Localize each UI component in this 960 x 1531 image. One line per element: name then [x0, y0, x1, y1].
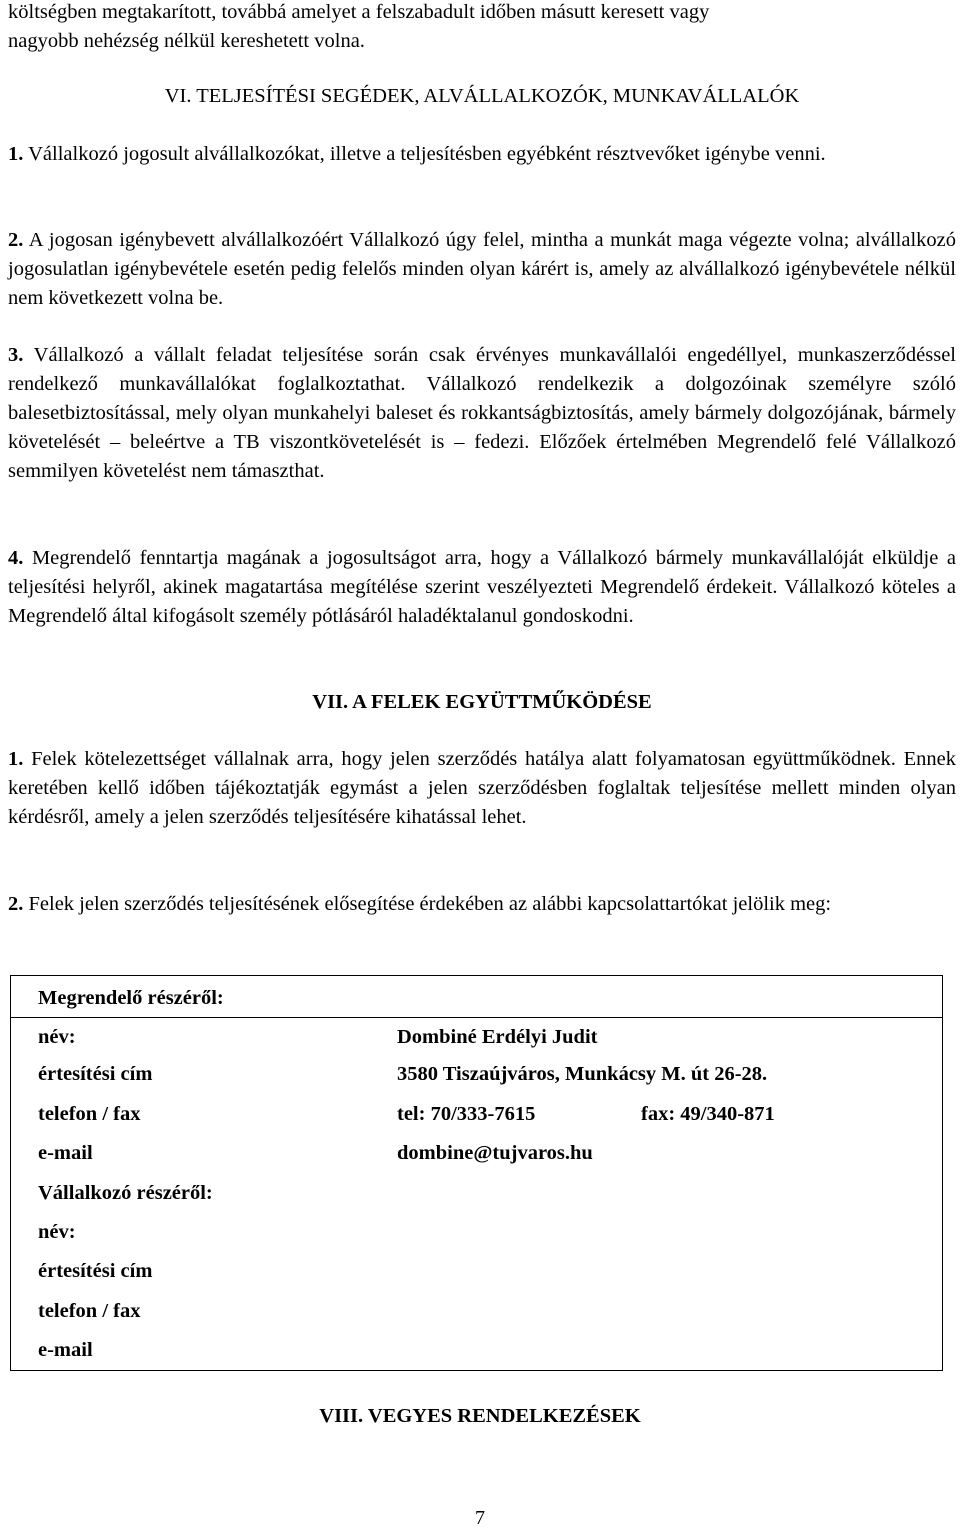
paragraph-text: Vállalkozó a vállalt feladat teljesítése során csak érvényes munkavállalói engedéllyel, munkaszerződéssel rendelkező munkavállalókat foglalkoztathat. Vállalkozó rendelkezik a dolgozóinak személyre szóló balesetbiztosítással, mely olyan munkahelyi baleset és rokkantságbiztosítás, amely bármely dolgozójának, bármely követelését – beleértve a TB viszontkövetelését is – fedezi. Előzőek értelmében Megrendelő felé Vállalkozó semmilyen követelést nem támaszthat. — [8, 344, 956, 482]
client-name-value: Dombiné Erdélyi Judit — [397, 1026, 598, 1048]
section-6-heading-wrap — [8, 82, 956, 111]
intro-paragraph — [8, 0, 956, 56]
client-email-row — [11, 1134, 942, 1172]
contacts-table — [10, 975, 943, 1371]
paragraph-number: 2. — [8, 229, 24, 251]
section-6-paragraph-4 — [8, 544, 956, 631]
paragraph — [8, 140, 956, 169]
client-email-value: dombine@tujvaros.hu — [397, 1142, 593, 1164]
paragraph — [8, 341, 956, 486]
contractor-header: Vállalkozó részéről: — [38, 1182, 213, 1204]
contractor-phone-label: telefon / fax — [38, 1300, 141, 1322]
paragraph-text: A jogosan igénybevett alvállalkozóért Vállalkozó úgy felel, mintha a munkát maga végezte volna; alvállalkozó jogosulatlan igénybevétele esetén pedig felelős minden olyan kárért is, amely az alvállalkozó igénybevétele nélkül nem következett volna be. — [8, 229, 956, 309]
client-phone-row — [11, 1095, 942, 1133]
paragraph-text: Felek jelen szerződés teljesítésének elősegítése érdekében az alábbi kapcsolattartókat jelölik meg: — [23, 893, 832, 915]
section-8-heading: VIII. VEGYES RENDELKEZÉSEK — [319, 1405, 641, 1427]
contractor-email-row — [11, 1331, 942, 1369]
client-address-row — [11, 1055, 942, 1093]
section-7-heading-wrap — [8, 688, 956, 717]
paragraph — [8, 226, 956, 313]
page-number: 7 — [475, 1507, 485, 1529]
paragraph-number: 4. — [8, 547, 24, 569]
client-header: Megrendelő részéről: — [38, 987, 224, 1009]
paragraph-number: 1. — [8, 143, 24, 165]
paragraph — [8, 745, 956, 832]
paragraph — [8, 890, 956, 919]
section-7-paragraph-1 — [8, 745, 956, 832]
contractor-email-label: e-mail — [38, 1339, 93, 1361]
client-tel-value: tel: 70/333-7615 — [397, 1103, 536, 1125]
intro-line-1: költségben megtakarított, továbbá amelyet a felszabadult időben másutt keresett vagy — [8, 1, 710, 23]
paragraph-number: 3. — [8, 344, 24, 366]
contractor-address-row — [11, 1252, 942, 1290]
contractor-header-row — [11, 1174, 942, 1212]
section-8-heading-wrap — [0, 1402, 960, 1431]
section-6-paragraph-3 — [8, 341, 956, 486]
section-7-heading: VII. A FELEK EGYÜTTMŰKÖDÉSE — [312, 691, 652, 713]
paragraph-number: 2. — [8, 893, 24, 915]
contractor-name-label: név: — [38, 1221, 76, 1243]
intro-line-2: nagyobb nehézség nélkül kereshetett volna. — [8, 30, 365, 52]
paragraph-number: 1. — [8, 748, 24, 770]
section-7-paragraph-2 — [8, 890, 956, 919]
paragraph-text: Felek kötelezettséget vállalnak arra, hogy jelen szerződés hatálya alatt folyamatosan együttműködnek. Ennek keretében kellő időben tájékoztatják egymást a jelen szerződésben foglaltak teljesítése mellett minden olyan kérdésről, amely a jelen szerződés teljesítésére kihatással lehet. — [8, 748, 956, 828]
client-address-value: 3580 Tiszaújváros, Munkácsy M. út 26-28. — [397, 1063, 768, 1085]
client-phone-label: telefon / fax — [38, 1103, 141, 1125]
section-6-heading-text: VI. TELJESÍTÉSI SEGÉDEK, ALVÁLLALKOZÓK, MUNKAVÁLLALÓK — [164, 85, 800, 107]
section-6-paragraph-2 — [8, 226, 956, 313]
paragraph-text: Megrendelő fenntartja magának a jogosultságot arra, hogy a Vállalkozó bármely munkavállalóját elküldje a teljesítési helyről, akinek magatartása megítélése szerint veszélyezteti Megrendelő érdekeit. Vállalkozó köteles a Megrendelő által kifogásolt személy pótlásáról haladéktalanul gondoskodni. — [8, 547, 956, 627]
client-name-label: név: — [38, 1026, 76, 1048]
client-address-label: értesítési cím — [38, 1063, 153, 1085]
paragraph-text: Vállalkozó jogosult alvállalkozókat, illetve a teljesítésben egyébként résztvevőket igénybe venni. — [23, 143, 826, 165]
paragraph — [8, 544, 956, 631]
client-name-row — [11, 1017, 942, 1055]
section-6-heading — [8, 82, 956, 111]
client-fax-value: fax: 49/340-871 — [641, 1103, 775, 1125]
contractor-phone-row — [11, 1292, 942, 1330]
contractor-address-label: értesítési cím — [38, 1260, 153, 1282]
section-6-paragraph-1 — [8, 140, 956, 169]
client-email-label: e-mail — [38, 1142, 93, 1164]
contractor-name-row — [11, 1213, 942, 1251]
client-header-row — [11, 979, 942, 1017]
